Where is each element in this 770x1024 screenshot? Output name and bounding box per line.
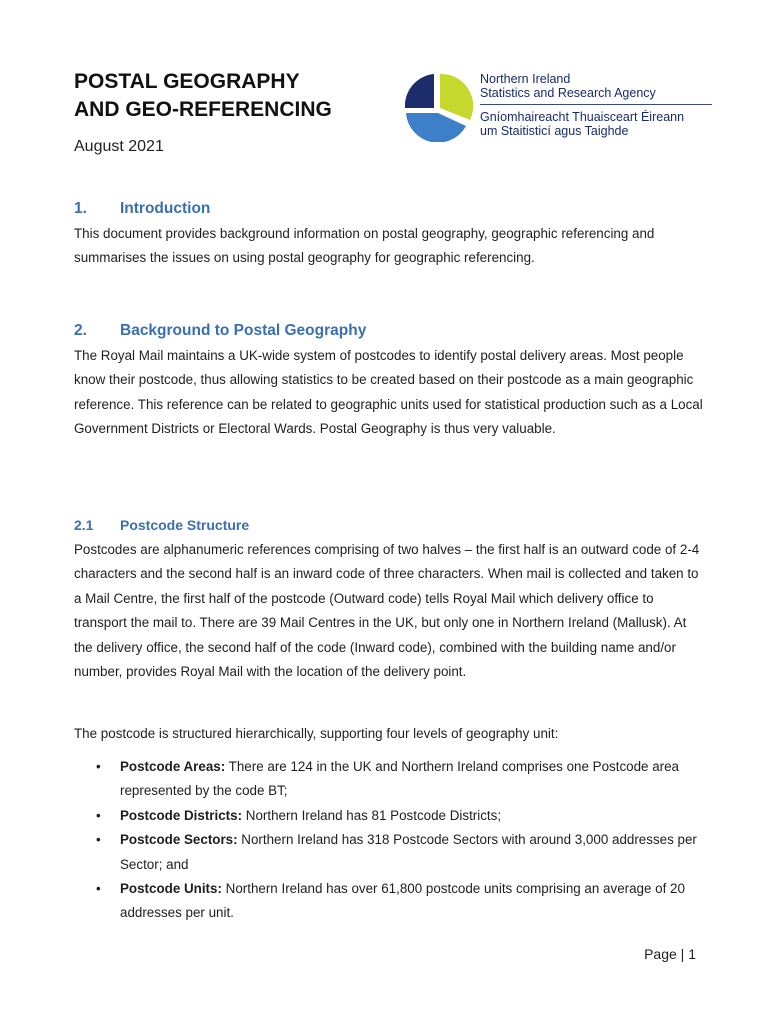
section-2-number: 2. — [74, 322, 87, 339]
list-item: • Postcode Areas: There are 124 in the UK and Northern Ireland comprises one Postcode area represented by the code BT; — [96, 759, 679, 799]
list-item: • Postcode Districts: Northern Ireland has 81 Postcode Districts; — [96, 807, 502, 823]
bullet-label: Postcode Units: — [120, 881, 222, 897]
bullet-label: Postcode Areas: — [120, 759, 226, 774]
logo-en-line-1: Northern Ireland — [480, 72, 571, 86]
postcode-levels-list — [74, 755, 704, 926]
bullet-label: Postcode Sectors: — [120, 832, 238, 848]
title-line-2: AND GEO-REFERENCING — [74, 98, 332, 121]
bullet-text: Northern Ireland has over 61,800 postcode units comprising an average of 20 addresses per unit. — [120, 881, 685, 921]
section-1-body: This document provides background information on postal geography, geographic referencing and summarises the issues on using postal geography for geographic referencing. — [74, 226, 655, 266]
bullet-text: Northern Ireland has 318 Postcode Sectors with around 3,000 addresses per Sector; and — [120, 832, 697, 872]
nisra-logo — [400, 68, 720, 144]
list-item: • Postcode Units: Northern Ireland has over 61,800 postcode units comprising an average of 20 addresses per unit. — [96, 881, 685, 921]
section-2-1-body: Postcodes are alphanumeric references comprising of two halves – the first half is an outward code of 2-4 characters and the second half is an inward code of three characters. When mail is collected and taken to a Mail Centre, the first half of the postcode (Outward code) tells Royal Mail which delivery office to transport the mail to. There are 39 Mail Centres in the UK, but only one in Northern Ireland (Mallusk). At the delivery office, the second half of the code (Inward code), combined with the building name and/or number, provides Royal Mail with the location of the delivery point. — [74, 542, 700, 680]
bullet-text: Northern Ireland has 81 Postcode Districts; — [242, 807, 502, 823]
section-2-1-title: Postcode Structure — [120, 517, 250, 533]
bullet-label: Postcode Districts: — [120, 807, 243, 823]
document-title — [74, 68, 332, 124]
section-1-heading — [74, 200, 210, 218]
section-2-1-number: 2.1 — [74, 517, 94, 533]
section-1-title: Introduction — [120, 200, 211, 217]
bullet-text: There are 124 in the UK and Northern Ireland comprises one Postcode area represented by the code BT; — [120, 759, 679, 799]
logo-ga-line-1: Gníomhaireacht Thuaisceart Éireann — [480, 110, 685, 124]
page-number: Page | 1 — [644, 946, 696, 962]
logo-wordmark — [480, 72, 712, 138]
section-1-number: 1. — [74, 200, 87, 217]
logo-ga-line-2: um Staitisticí agus Taighde — [480, 124, 629, 138]
nisra-logo-mark-icon — [400, 68, 474, 142]
section-2-1-intro: The postcode is structured hierarchically, supporting four levels of geography unit: — [74, 726, 559, 741]
list-item: • Postcode Sectors: Northern Ireland has 318 Postcode Sectors with around 3,000 addresses per Sector; and — [96, 832, 697, 872]
section-2-heading — [74, 322, 366, 340]
document-date: August 2021 — [74, 138, 164, 155]
logo-en-line-2: Statistics and Research Agency — [480, 86, 656, 100]
section-2-title: Background to Postal Geography — [120, 322, 367, 339]
section-2-1-heading — [74, 517, 249, 533]
section-2-body: The Royal Mail maintains a UK-wide system of postcodes to identify postal delivery areas. Most people know their postcode, thus allowing statistics to be created based on their postcode as a main geographic reference. This reference can be related to geographic units used for statistical production such as a Local Government Districts or Electoral Wards. Postal Geography is thus very valuable. — [74, 348, 703, 437]
title-line-1: POSTAL GEOGRAPHY — [74, 70, 300, 93]
